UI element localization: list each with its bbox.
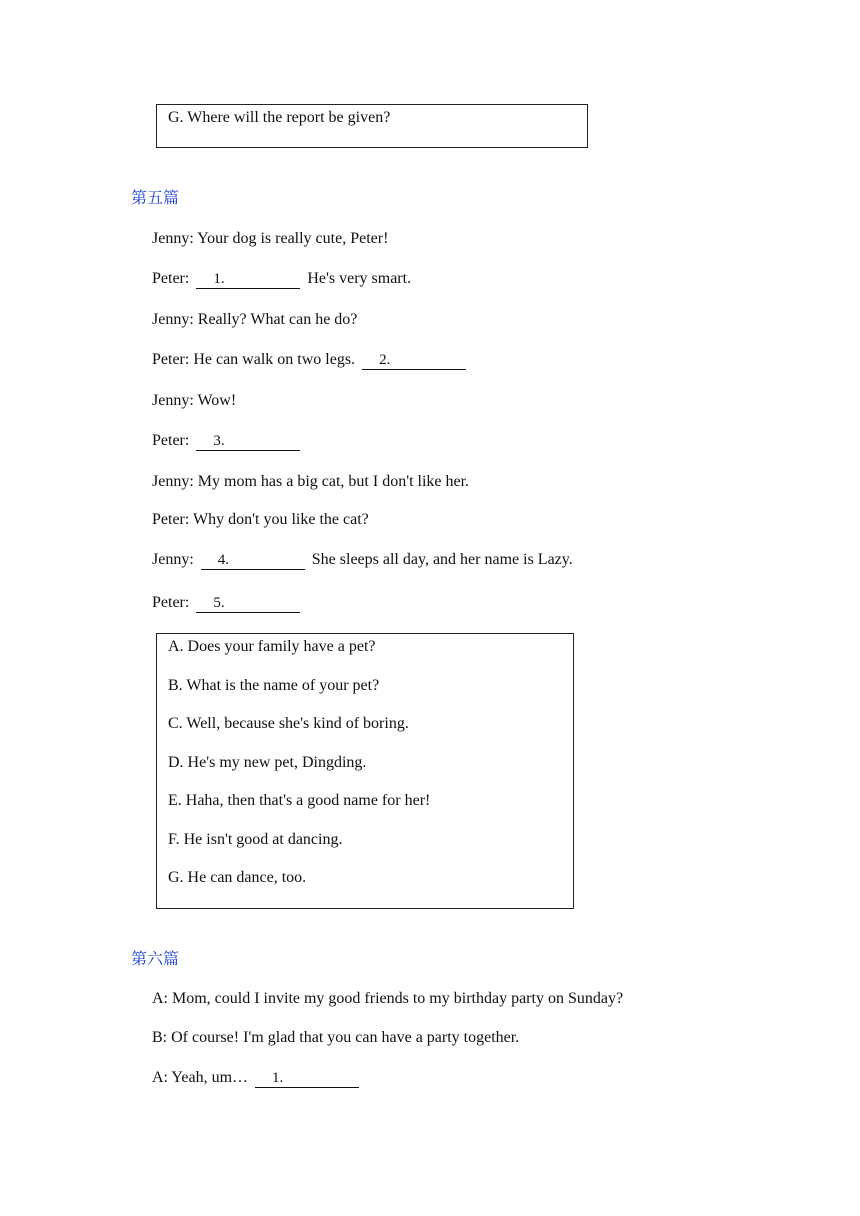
dialogue-line: Peter: Why don't you like the cat? bbox=[152, 511, 369, 528]
dialogue-line bbox=[152, 269, 411, 289]
speaker-text: Peter: bbox=[152, 432, 190, 449]
answer-blank[interactable] bbox=[196, 594, 300, 613]
section-heading: 第六篇 bbox=[131, 949, 180, 968]
blank-number: 4. bbox=[217, 552, 230, 568]
blank-number: 3. bbox=[213, 433, 225, 449]
dialogue-line: B: Of course! I'm glad that you can have a party together. bbox=[152, 1029, 520, 1046]
blank-number: 5. bbox=[213, 595, 225, 611]
answer-blank[interactable] bbox=[196, 432, 300, 451]
option-item: G. Where will the report be given? bbox=[168, 109, 391, 126]
answer-blank[interactable] bbox=[255, 1069, 359, 1088]
dialogue-line bbox=[152, 550, 573, 570]
line-continuation: She sleeps all day, and her name is Lazy. bbox=[311, 551, 573, 568]
option-item: B. What is the name of your pet? bbox=[168, 677, 380, 694]
answer-blank[interactable] bbox=[201, 551, 305, 570]
line-continuation: He's very smart. bbox=[307, 270, 412, 287]
options-box bbox=[156, 633, 574, 909]
dialogue-line: Jenny: Wow! bbox=[152, 392, 237, 409]
dialogue-line: Jenny: My mom has a big cat, but I don't like her. bbox=[152, 473, 470, 490]
dialogue-line bbox=[152, 350, 466, 370]
answer-blank[interactable] bbox=[196, 270, 300, 289]
section-heading: 第五篇 bbox=[131, 188, 180, 207]
dialogue-line: A: Mom, could I invite my good friends to my birthday party on Sunday? bbox=[152, 990, 624, 1007]
speaker-text: Peter: He can walk on two legs. bbox=[152, 351, 356, 368]
option-item: F. He isn't good at dancing. bbox=[168, 831, 343, 848]
dialogue-line bbox=[152, 431, 300, 451]
speaker-text: Peter: bbox=[152, 270, 190, 287]
speaker-text: A: Yeah, um… bbox=[152, 1069, 249, 1086]
speaker-text: Jenny: bbox=[152, 551, 194, 568]
option-item: G. He can dance, too. bbox=[168, 869, 307, 886]
blank-number: 2. bbox=[379, 352, 391, 368]
option-item: C. Well, because she's kind of boring. bbox=[168, 715, 409, 732]
speaker-text: Peter: bbox=[152, 594, 190, 611]
dialogue-line bbox=[152, 1068, 359, 1088]
prev-options-box bbox=[156, 104, 588, 148]
option-item: A. Does your family have a pet? bbox=[168, 638, 376, 655]
option-item: E. Haha, then that's a good name for her! bbox=[168, 792, 431, 809]
dialogue-line: Jenny: Really? What can he do? bbox=[152, 311, 358, 328]
option-item: D. He's my new pet, Dingding. bbox=[168, 754, 367, 771]
answer-blank[interactable] bbox=[362, 351, 466, 370]
blank-number: 1. bbox=[272, 1070, 284, 1086]
dialogue-line bbox=[152, 593, 300, 613]
blank-number: 1. bbox=[213, 271, 225, 287]
dialogue-line: Jenny: Your dog is really cute, Peter! bbox=[152, 230, 389, 247]
